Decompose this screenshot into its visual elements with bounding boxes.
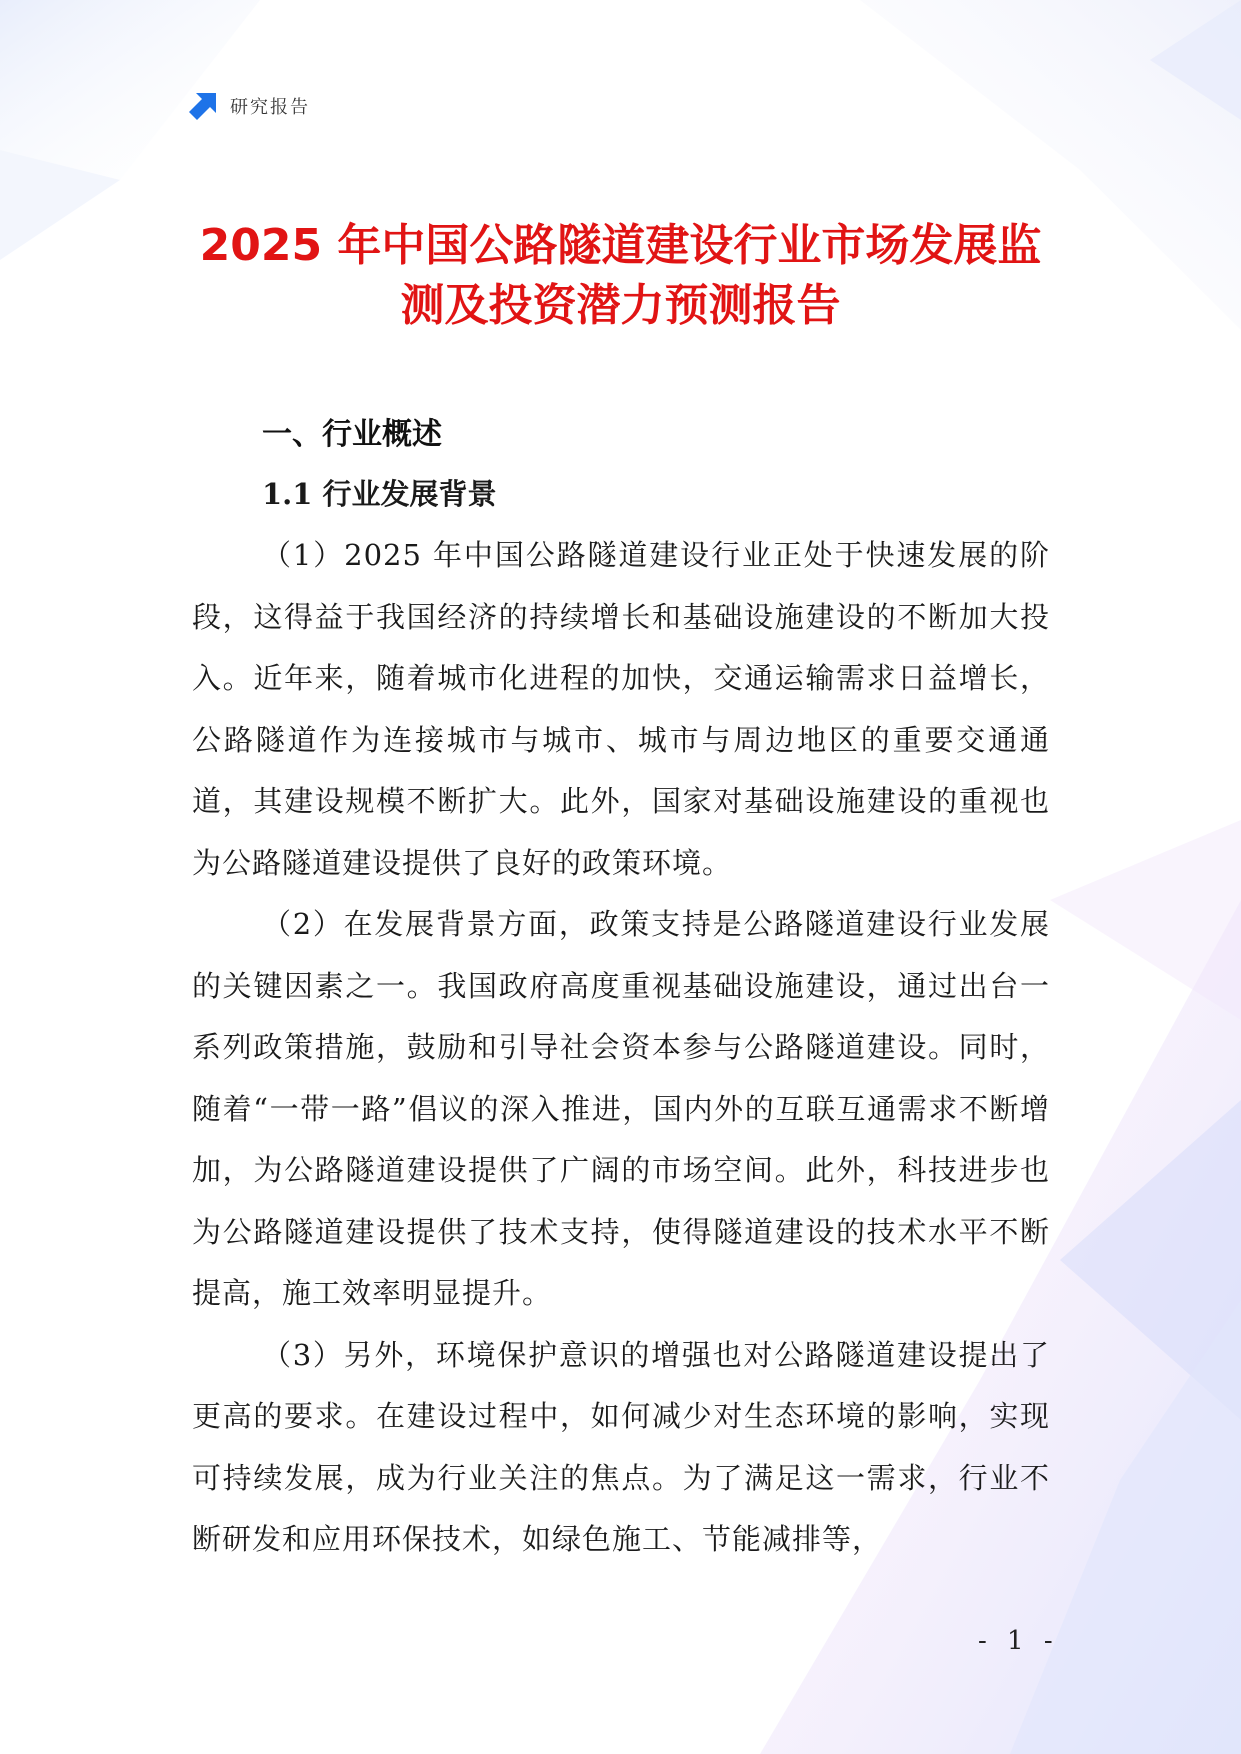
paragraph-3: （3）另外，环境保护意识的增强也对公路隧道建设提出了更高的要求。在建设过程中，如何减少对生态环境的影响，实现可持续发展，成为行业关注的焦点。为了满足这一需求，行业不断研发和应用环保技术，如绿色施工、节能减排等， (192, 1337, 1050, 1556)
report-body (192, 409, 1050, 1571)
paragraph-1: （1）2025 年中国公路隧道建设行业正处于快速发展的阶段，这得益于我国经济的持续增长和基础设施建设的不断加大投入。近年来，随着城市化进程的加快，交通运输需求日益增长，公路隧道作为连接城市与城市、城市与周边地区的重要交通通道，其建设规模不断扩大。此外，国家对基础设施建设的重视也为公路隧道建设提供了良好的政策环境。 (192, 538, 1050, 880)
report-header (188, 90, 310, 122)
report-type-label: 研究报告 (230, 97, 310, 118)
report-title-line-1: 2025 年中国公路隧道建设行业市场发展监 (199, 220, 1042, 271)
paragraph-2: （2）在发展背景方面，政策支持是公路隧道建设行业发展的关键因素之一。我国政府高度重视基础设施建设，通过出台一系列政策措施，鼓励和引导社会资本参与公路隧道建设。同时，随着“一带一路”倡议的深入推进，国内外的互联互通需求不断增加，为公路隧道建设提供了广阔的市场空间。此外，科技进步也为公路隧道建设提供了技术支持，使得隧道建设的技术水平不断提高，施工效率明显提升。 (192, 907, 1050, 1310)
page-number: - 1 - (978, 1626, 1059, 1656)
report-title (120, 216, 1121, 336)
report-title-line-2: 测及投资潜力预测报告 (400, 280, 841, 331)
subsection-heading: 1.1 行业发展背景 (262, 477, 497, 511)
section-heading: 一、行业概述 (262, 417, 442, 452)
arrow-up-right-icon (188, 91, 218, 121)
